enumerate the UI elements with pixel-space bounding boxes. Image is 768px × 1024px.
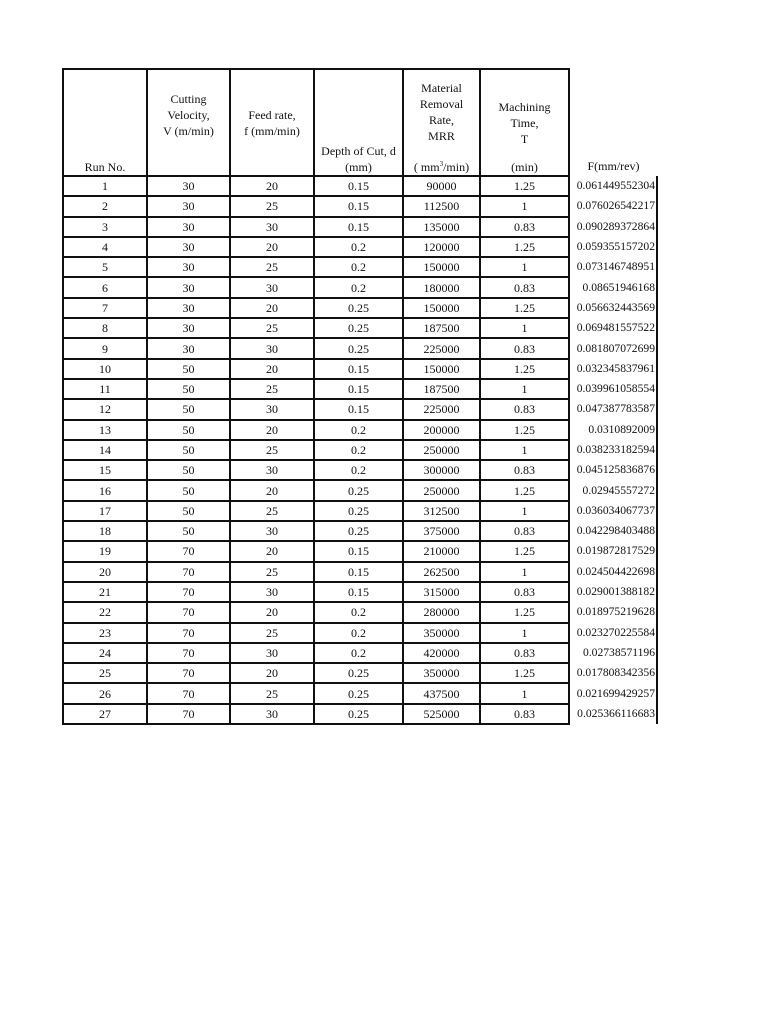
- cell-run-no: 11: [63, 379, 147, 399]
- cell-velocity: 50: [147, 359, 230, 379]
- cell-feed-per-rev: 0.073146748951: [569, 257, 657, 277]
- cell-feed-per-rev: 0.069481557522: [569, 318, 657, 338]
- cell-feed-rate: 30: [230, 704, 314, 724]
- cell-depth: 0.25: [314, 480, 403, 500]
- header-machining-time: Machining Time, T (min): [480, 69, 569, 176]
- header-feed-per-rev: F(mm/rev): [587, 159, 640, 173]
- cell-feed-rate: 25: [230, 683, 314, 703]
- cell-feed-rate: 20: [230, 541, 314, 561]
- cell-machining-time: 1: [480, 623, 569, 643]
- cell-velocity: 30: [147, 257, 230, 277]
- cell-run-no: 1: [63, 176, 147, 196]
- cell-depth: 0.25: [314, 298, 403, 318]
- cell-velocity: 70: [147, 541, 230, 561]
- cell-feed-per-rev: 0.021699429257: [569, 683, 657, 703]
- cell-run-no: 12: [63, 399, 147, 419]
- cell-run-no: 2: [63, 196, 147, 216]
- cell-feed-rate: 25: [230, 379, 314, 399]
- cell-feed-rate: 25: [230, 623, 314, 643]
- cell-depth: 0.15: [314, 582, 403, 602]
- cell-velocity: 70: [147, 562, 230, 582]
- cell-depth: 0.2: [314, 257, 403, 277]
- cell-depth: 0.2: [314, 623, 403, 643]
- cell-feed-rate: 30: [230, 460, 314, 480]
- table-row: [63, 501, 657, 521]
- cell-mrr: 315000: [403, 582, 480, 602]
- cell-feed-rate: 30: [230, 521, 314, 541]
- cell-feed-rate: 30: [230, 582, 314, 602]
- table-row: [63, 541, 657, 561]
- cell-machining-time: 1: [480, 683, 569, 703]
- cell-machining-time: 1.25: [480, 359, 569, 379]
- cell-mrr: 180000: [403, 277, 480, 297]
- cell-feed-rate: 30: [230, 643, 314, 663]
- cell-machining-time: 0.83: [480, 460, 569, 480]
- cell-mrr: 90000: [403, 176, 480, 196]
- cell-run-no: 9: [63, 338, 147, 358]
- cell-mrr: 250000: [403, 440, 480, 460]
- cell-feed-per-rev: 0.017808342356: [569, 663, 657, 683]
- cell-depth: 0.15: [314, 562, 403, 582]
- cell-mrr: 437500: [403, 683, 480, 703]
- table-row: [63, 359, 657, 379]
- cell-velocity: 50: [147, 399, 230, 419]
- cell-run-no: 3: [63, 217, 147, 237]
- cell-feed-per-rev: 0.090289372864: [569, 217, 657, 237]
- cell-velocity: 70: [147, 643, 230, 663]
- header-run-no: Run No.: [63, 69, 147, 176]
- cell-run-no: 15: [63, 460, 147, 480]
- cell-velocity: 70: [147, 582, 230, 602]
- cell-mrr: 375000: [403, 521, 480, 541]
- cell-mrr: 150000: [403, 257, 480, 277]
- cell-feed-rate: 30: [230, 338, 314, 358]
- cell-feed-rate: 20: [230, 420, 314, 440]
- table-row: [63, 521, 657, 541]
- table-row: [63, 338, 657, 358]
- cell-machining-time: 1.25: [480, 602, 569, 622]
- cell-machining-time: 1: [480, 562, 569, 582]
- cell-machining-time: 0.83: [480, 399, 569, 419]
- cell-feed-per-rev: 0.02738571196: [569, 643, 657, 663]
- cell-mrr: 210000: [403, 541, 480, 561]
- cell-run-no: 13: [63, 420, 147, 440]
- cell-machining-time: 1.25: [480, 480, 569, 500]
- cell-feed-rate: 25: [230, 257, 314, 277]
- table-row: [63, 440, 657, 460]
- cell-machining-time: 1: [480, 440, 569, 460]
- cell-velocity: 30: [147, 176, 230, 196]
- cell-run-no: 22: [63, 602, 147, 622]
- cell-mrr: 262500: [403, 562, 480, 582]
- cell-run-no: 27: [63, 704, 147, 724]
- table-row: [63, 318, 657, 338]
- cell-machining-time: 0.83: [480, 582, 569, 602]
- table-row: [63, 582, 657, 602]
- cell-depth: 0.25: [314, 338, 403, 358]
- cell-mrr: 187500: [403, 318, 480, 338]
- cell-velocity: 30: [147, 298, 230, 318]
- cell-mrr: 225000: [403, 399, 480, 419]
- cell-machining-time: 1: [480, 318, 569, 338]
- cell-depth: 0.25: [314, 318, 403, 338]
- table-row: [63, 277, 657, 297]
- cell-velocity: 70: [147, 602, 230, 622]
- cell-depth: 0.2: [314, 460, 403, 480]
- cell-depth: 0.15: [314, 217, 403, 237]
- cell-feed-per-rev: 0.059355157202: [569, 237, 657, 257]
- cell-feed-per-rev: 0.02945557272: [569, 480, 657, 500]
- cell-mrr: 420000: [403, 643, 480, 663]
- table-row: [63, 237, 657, 257]
- cell-feed-per-rev: 0.018975219628: [569, 602, 657, 622]
- cell-machining-time: 1.25: [480, 663, 569, 683]
- table-header: [63, 69, 657, 176]
- cell-feed-per-rev: 0.047387783587: [569, 399, 657, 419]
- table-row: [63, 399, 657, 419]
- cell-velocity: 50: [147, 521, 230, 541]
- cell-feed-per-rev: 0.08651946168: [569, 277, 657, 297]
- cell-feed-per-rev: 0.056632443569: [569, 298, 657, 318]
- cell-mrr: 525000: [403, 704, 480, 724]
- cell-feed-per-rev: 0.029001388182: [569, 582, 657, 602]
- cell-depth: 0.2: [314, 237, 403, 257]
- cell-feed-rate: 20: [230, 237, 314, 257]
- cell-run-no: 26: [63, 683, 147, 703]
- table-row: [63, 298, 657, 318]
- cell-feed-per-rev: 0.036034067737: [569, 501, 657, 521]
- cell-feed-rate: 25: [230, 562, 314, 582]
- cell-depth: 0.15: [314, 359, 403, 379]
- cell-feed-rate: 30: [230, 217, 314, 237]
- cell-feed-rate: 25: [230, 440, 314, 460]
- cell-velocity: 70: [147, 704, 230, 724]
- cell-machining-time: 1.25: [480, 176, 569, 196]
- cell-mrr: 350000: [403, 663, 480, 683]
- cell-velocity: 30: [147, 318, 230, 338]
- cell-feed-rate: 25: [230, 318, 314, 338]
- cell-mrr: 300000: [403, 460, 480, 480]
- cell-velocity: 30: [147, 237, 230, 257]
- cell-machining-time: 0.83: [480, 704, 569, 724]
- cell-feed-per-rev: 0.023270225584: [569, 623, 657, 643]
- cell-velocity: 70: [147, 663, 230, 683]
- cell-machining-time: 1.25: [480, 541, 569, 561]
- table-row: [63, 562, 657, 582]
- cell-feed-rate: 20: [230, 480, 314, 500]
- cell-feed-per-rev: 0.081807072699: [569, 338, 657, 358]
- cell-feed-per-rev: 0.038233182594: [569, 440, 657, 460]
- table-row: [63, 460, 657, 480]
- cell-velocity: 50: [147, 420, 230, 440]
- table-body: [63, 176, 657, 724]
- table-row: [63, 704, 657, 724]
- cell-run-no: 25: [63, 663, 147, 683]
- cell-machining-time: 0.83: [480, 277, 569, 297]
- cell-depth: 0.2: [314, 440, 403, 460]
- cell-run-no: 4: [63, 237, 147, 257]
- header-cutting-velocity: Cutting Velocity, V (m/min): [147, 69, 230, 176]
- cell-machining-time: 0.83: [480, 521, 569, 541]
- cell-machining-time: 1.25: [480, 420, 569, 440]
- cell-velocity: 30: [147, 338, 230, 358]
- cell-depth: 0.2: [314, 602, 403, 622]
- header-mrr: Material Removal Rate, MRR ( $mm^3/\min$): [403, 69, 480, 176]
- cell-depth: 0.2: [314, 420, 403, 440]
- cell-run-no: 20: [63, 562, 147, 582]
- cell-velocity: 50: [147, 480, 230, 500]
- cell-feed-per-rev: 0.019872817529: [569, 541, 657, 561]
- cell-feed-per-rev: 0.0310892009: [569, 420, 657, 440]
- cell-feed-per-rev: 0.025366116683: [569, 704, 657, 724]
- table-row: [63, 257, 657, 277]
- cell-velocity: 50: [147, 379, 230, 399]
- table-row: [63, 196, 657, 216]
- cell-velocity: 30: [147, 277, 230, 297]
- cell-feed-rate: 30: [230, 399, 314, 419]
- cell-depth: 0.25: [314, 521, 403, 541]
- cell-feed-per-rev: 0.032345837961: [569, 359, 657, 379]
- cell-feed-per-rev: 0.076026542217: [569, 196, 657, 216]
- header-depth-of-cut: Depth of Cut, d (mm): [314, 69, 403, 176]
- cell-run-no: 19: [63, 541, 147, 561]
- cell-run-no: 10: [63, 359, 147, 379]
- cell-run-no: 18: [63, 521, 147, 541]
- cell-run-no: 7: [63, 298, 147, 318]
- cell-depth: 0.2: [314, 277, 403, 297]
- cell-run-no: 17: [63, 501, 147, 521]
- cell-feed-per-rev: 0.045125836876: [569, 460, 657, 480]
- cell-velocity: 50: [147, 501, 230, 521]
- cell-mrr: 250000: [403, 480, 480, 500]
- table-row: [63, 379, 657, 399]
- cell-depth: 0.2: [314, 643, 403, 663]
- table-row: [63, 623, 657, 643]
- cell-depth: 0.25: [314, 704, 403, 724]
- cell-run-no: 14: [63, 440, 147, 460]
- cell-mrr: 225000: [403, 338, 480, 358]
- cell-machining-time: 0.83: [480, 643, 569, 663]
- cell-machining-time: 1: [480, 257, 569, 277]
- mrr-unit: ( $mm^3/\min$): [413, 160, 470, 174]
- cell-depth: 0.25: [314, 663, 403, 683]
- cell-velocity: 30: [147, 217, 230, 237]
- cell-feed-per-rev: 0.039961058554: [569, 379, 657, 399]
- cell-run-no: 8: [63, 318, 147, 338]
- cell-mrr: 312500: [403, 501, 480, 521]
- cell-machining-time: 1: [480, 196, 569, 216]
- cell-machining-time: 0.83: [480, 217, 569, 237]
- table-row: [63, 176, 657, 196]
- cell-machining-time: 1.25: [480, 298, 569, 318]
- cell-velocity: 50: [147, 460, 230, 480]
- cell-velocity: 70: [147, 623, 230, 643]
- cell-feed-rate: 20: [230, 663, 314, 683]
- machining-data-table: [62, 68, 658, 725]
- cell-run-no: 24: [63, 643, 147, 663]
- cell-machining-time: 0.83: [480, 338, 569, 358]
- cell-feed-rate: 30: [230, 277, 314, 297]
- cell-run-no: 16: [63, 480, 147, 500]
- cell-mrr: 112500: [403, 196, 480, 216]
- cell-mrr: 120000: [403, 237, 480, 257]
- cell-feed-rate: 25: [230, 501, 314, 521]
- table-row: [63, 683, 657, 703]
- cell-mrr: 135000: [403, 217, 480, 237]
- cell-mrr: 150000: [403, 298, 480, 318]
- cell-run-no: 23: [63, 623, 147, 643]
- cell-feed-rate: 20: [230, 176, 314, 196]
- cell-run-no: 21: [63, 582, 147, 602]
- header-feed-rate: Feed rate, f (mm/min): [230, 69, 314, 176]
- cell-velocity: 50: [147, 440, 230, 460]
- cell-machining-time: 1: [480, 379, 569, 399]
- cell-depth: 0.15: [314, 176, 403, 196]
- cell-machining-time: 1.25: [480, 237, 569, 257]
- cell-machining-time: 1: [480, 501, 569, 521]
- cell-run-no: 5: [63, 257, 147, 277]
- cell-velocity: 70: [147, 683, 230, 703]
- table-row: [63, 217, 657, 237]
- cell-depth: 0.15: [314, 379, 403, 399]
- cell-depth: 0.15: [314, 399, 403, 419]
- cell-velocity: 30: [147, 196, 230, 216]
- cell-depth: 0.25: [314, 501, 403, 521]
- cell-feed-per-rev: 0.042298403488: [569, 521, 657, 541]
- cell-depth: 0.15: [314, 196, 403, 216]
- cell-feed-per-rev: 0.061449552304: [569, 176, 657, 196]
- cell-feed-rate: 20: [230, 602, 314, 622]
- cell-depth: 0.15: [314, 541, 403, 561]
- cell-mrr: 200000: [403, 420, 480, 440]
- cell-feed-rate: 25: [230, 196, 314, 216]
- cell-mrr: 350000: [403, 623, 480, 643]
- cell-mrr: 150000: [403, 359, 480, 379]
- cell-mrr: 280000: [403, 602, 480, 622]
- table-row: [63, 420, 657, 440]
- cell-mrr: 187500: [403, 379, 480, 399]
- table-row: [63, 602, 657, 622]
- table-row: [63, 480, 657, 500]
- cell-run-no: 6: [63, 277, 147, 297]
- table-row: [63, 643, 657, 663]
- cell-feed-per-rev: 0.024504422698: [569, 562, 657, 582]
- cell-feed-rate: 20: [230, 298, 314, 318]
- cell-depth: 0.25: [314, 683, 403, 703]
- cell-feed-rate: 20: [230, 359, 314, 379]
- table-row: [63, 663, 657, 683]
